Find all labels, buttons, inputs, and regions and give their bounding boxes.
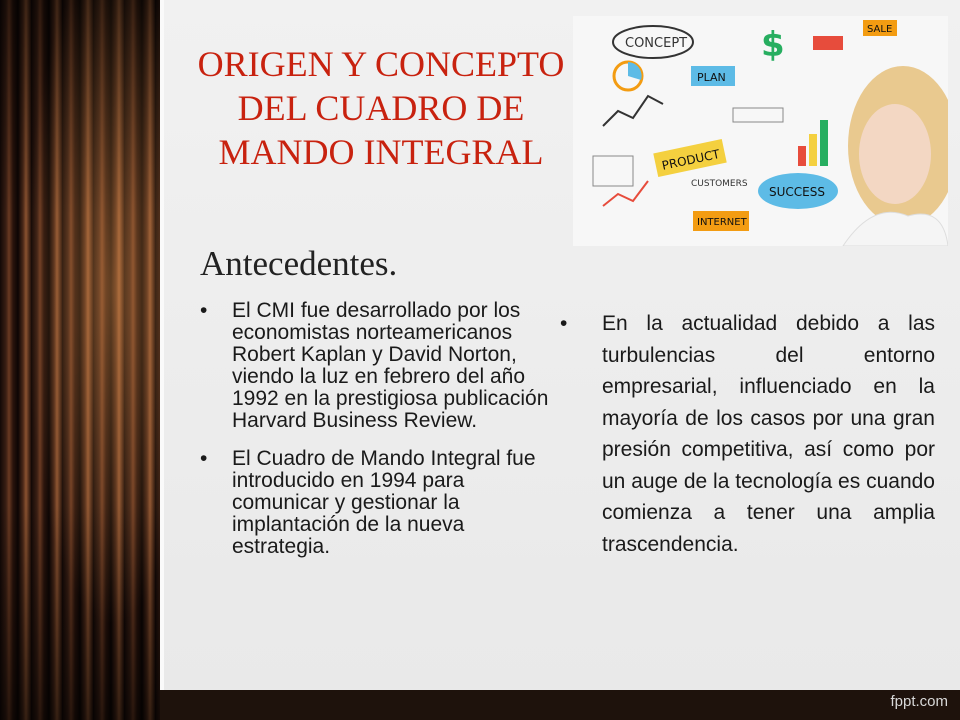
photo-line-doodle xyxy=(603,181,648,206)
photo-shirt xyxy=(843,212,948,246)
photo-word-product: PRODUCT xyxy=(660,146,721,173)
concept-photo-illustration xyxy=(573,16,948,246)
slide-title: ORIGEN Y CONCEPTO DEL CUADRO DE MANDO INTEGRAL xyxy=(197,44,565,172)
photo-box-doodle xyxy=(813,36,843,50)
photo-word-internet: INTERNET xyxy=(697,217,747,228)
bullet-item: • El CMI fue desarrollado por los economistas norteamericanos Robert Kaplan y David Norton, viendo la luz en febrero del año 1992 en la prestigiosa publicación Harvard Business Review. xyxy=(200,300,552,432)
photo-line-doodle xyxy=(603,96,663,126)
photo-word-sale: SALE xyxy=(867,24,893,35)
footer-watermark: fppt.com xyxy=(890,693,948,710)
curtain-background xyxy=(0,0,160,720)
photo-word-success: SUCCESS xyxy=(769,185,825,199)
photo-bar xyxy=(809,134,817,166)
bullet-item: • El Cuadro de Mando Integral fue introducido en 1994 para comunicar y gestionar la implantación de la nueva estrategia. xyxy=(200,448,552,558)
bullet-item: • En la actualidad debido a las turbulencias del entorno empresarial, influenciado en la mayoría de los casos por una gran presión competitiva, así como por un auge de la tecnología es cuando comienza a tener una amplia trascendencia. xyxy=(560,308,935,560)
left-bullet-list xyxy=(200,300,552,574)
footer-bar xyxy=(160,690,960,720)
right-bullet-list xyxy=(560,308,935,576)
photo-word-plan: PLAN xyxy=(697,71,726,84)
section-heading: Antecedentes. xyxy=(200,244,398,283)
photo-bar xyxy=(798,146,806,166)
photo-word-customers: CUSTOMERS xyxy=(691,179,748,189)
photo-pie-slice xyxy=(628,62,642,80)
photo-word-concept: CONCEPT xyxy=(625,36,688,51)
photo-dollar-sign: $ xyxy=(761,25,785,65)
photo-box-doodle xyxy=(733,108,783,122)
photo-face xyxy=(859,104,931,204)
photo-box-doodle xyxy=(593,156,633,186)
photo-bar xyxy=(820,120,828,166)
concept-photo xyxy=(573,16,948,246)
